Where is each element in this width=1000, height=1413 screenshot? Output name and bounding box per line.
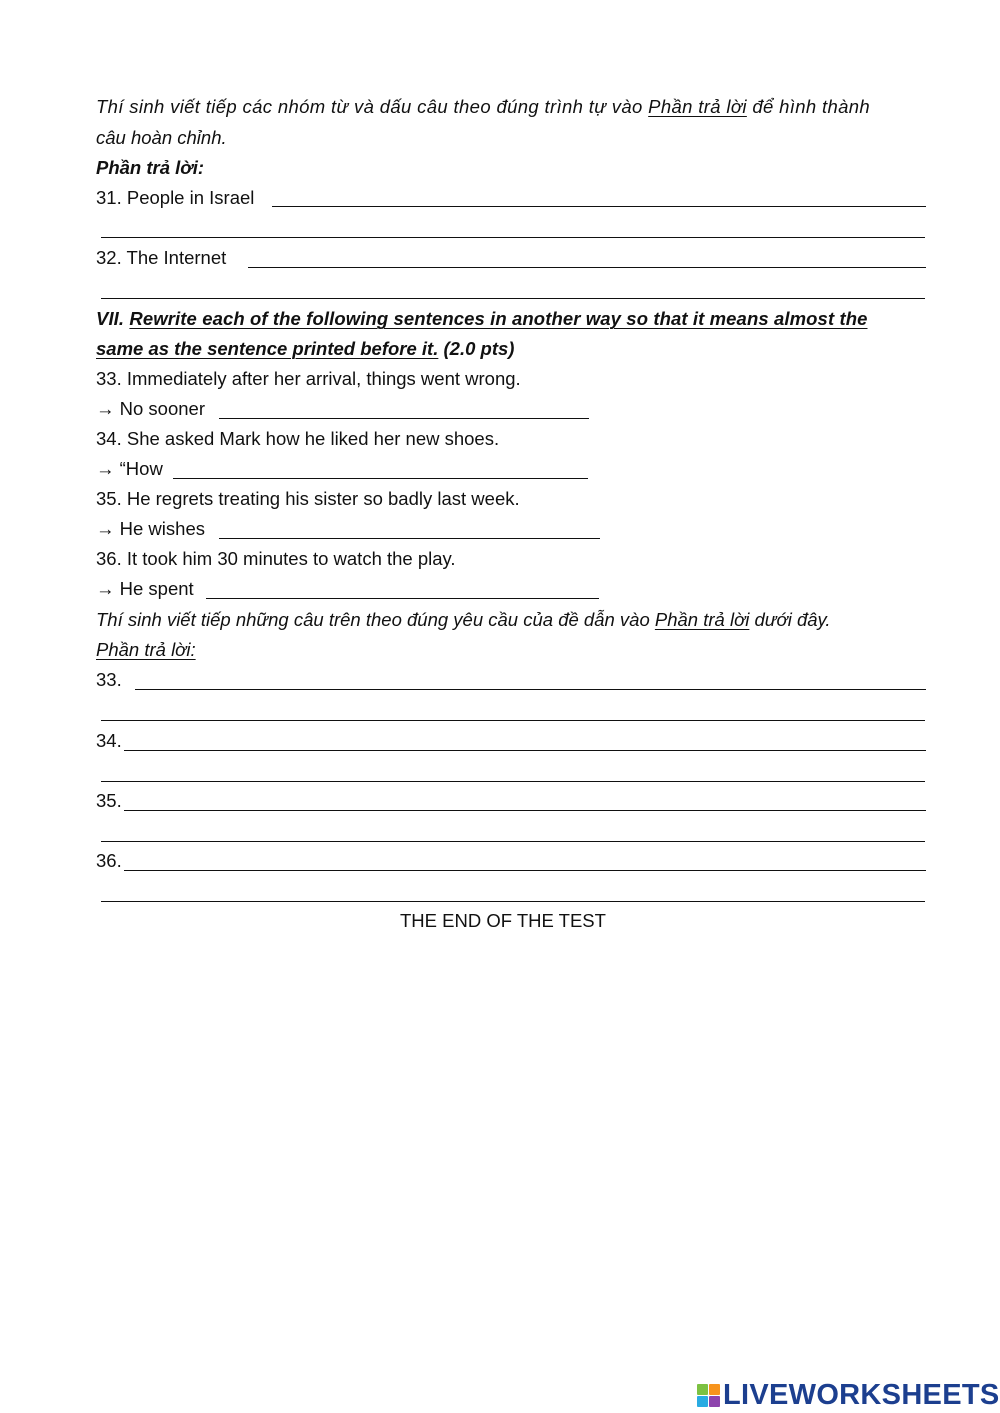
section-7-points: (2.0 pts) <box>443 338 515 359</box>
answer-line-34b[interactable] <box>101 781 925 782</box>
instruction-line-2: câu hoàn chỉnh. <box>96 127 227 148</box>
answer-line-35a[interactable] <box>124 810 926 811</box>
answer-34-label: 34. <box>96 730 122 751</box>
question-34-prompt: 34. She asked Mark how he liked her new shoes. <box>96 428 500 449</box>
answer-line-34a[interactable] <box>124 750 926 751</box>
section-7-title-2: same as the sentence printed before it. <box>96 338 439 359</box>
logo-text: LIVEWORKSHEETS <box>723 1378 1000 1411</box>
question-31-label: 31. People in Israel <box>96 187 255 208</box>
rewrite-line-35[interactable] <box>219 538 600 539</box>
answer-heading-2: Phần trả lời: <box>96 639 196 660</box>
section-7-title-1: Rewrite each of the following sentences in another way so that it means almost the <box>129 308 868 329</box>
answer-line-32a[interactable] <box>248 267 926 268</box>
rewrite-line-33[interactable] <box>219 418 589 419</box>
instruction-2 <box>96 611 831 630</box>
question-33-prompt: 33. Immediately after her arrival, things went wrong. <box>96 368 521 389</box>
logo-squares-icon <box>697 1384 720 1407</box>
section-7-heading-line-2 <box>96 340 514 359</box>
rewrite-line-34[interactable] <box>173 478 588 479</box>
instruction-text-pre: Thí sinh viết tiếp các nhóm từ và dấu câu theo đúng trình tự vào <box>96 96 649 117</box>
answer-line-33b[interactable] <box>101 720 925 721</box>
instruction-2-post: dưới đây. <box>749 609 831 630</box>
answer-36-label: 36. <box>96 850 122 871</box>
answer-section-link: Phần trả lời <box>648 96 747 117</box>
answer-line-32b[interactable] <box>101 298 925 299</box>
question-34-start: → “How <box>96 458 163 479</box>
end-of-test: THE END OF THE TEST <box>400 910 606 931</box>
answer-line-31a[interactable] <box>272 206 926 207</box>
answer-35-label: 35. <box>96 790 122 811</box>
question-33-start: → No sooner <box>96 398 205 419</box>
section-7-number: VII. <box>96 308 125 329</box>
liveworksheets-logo <box>697 1378 1000 1412</box>
question-35-prompt: 35. He regrets treating his sister so badly last week. <box>96 488 520 509</box>
answer-line-35b[interactable] <box>101 841 925 842</box>
rewrite-line-36[interactable] <box>206 598 599 599</box>
section-7-heading-line-1 <box>96 310 868 329</box>
answer-33-label: 33. <box>96 669 122 690</box>
instruction-text-post: để hình thành <box>746 96 871 117</box>
answer-line-36b[interactable] <box>101 901 925 902</box>
instruction-line-1 <box>96 98 870 117</box>
question-36-prompt: 36. It took him 30 minutes to watch the play. <box>96 548 456 569</box>
answer-line-31b[interactable] <box>101 237 925 238</box>
answer-heading-1: Phần trả lời: <box>96 157 205 178</box>
question-36-start: → He spent <box>96 578 194 599</box>
question-35-start: → He wishes <box>96 518 205 539</box>
answer-line-36a[interactable] <box>124 870 926 871</box>
instruction-2-pre: Thí sinh viết tiếp những câu trên theo đúng yêu cầu của đề dẫn vào <box>96 609 655 630</box>
answer-section-link-2: Phần trả lời <box>654 609 750 630</box>
answer-line-33a[interactable] <box>135 689 926 690</box>
question-32-label: 32. The Internet <box>96 247 227 268</box>
